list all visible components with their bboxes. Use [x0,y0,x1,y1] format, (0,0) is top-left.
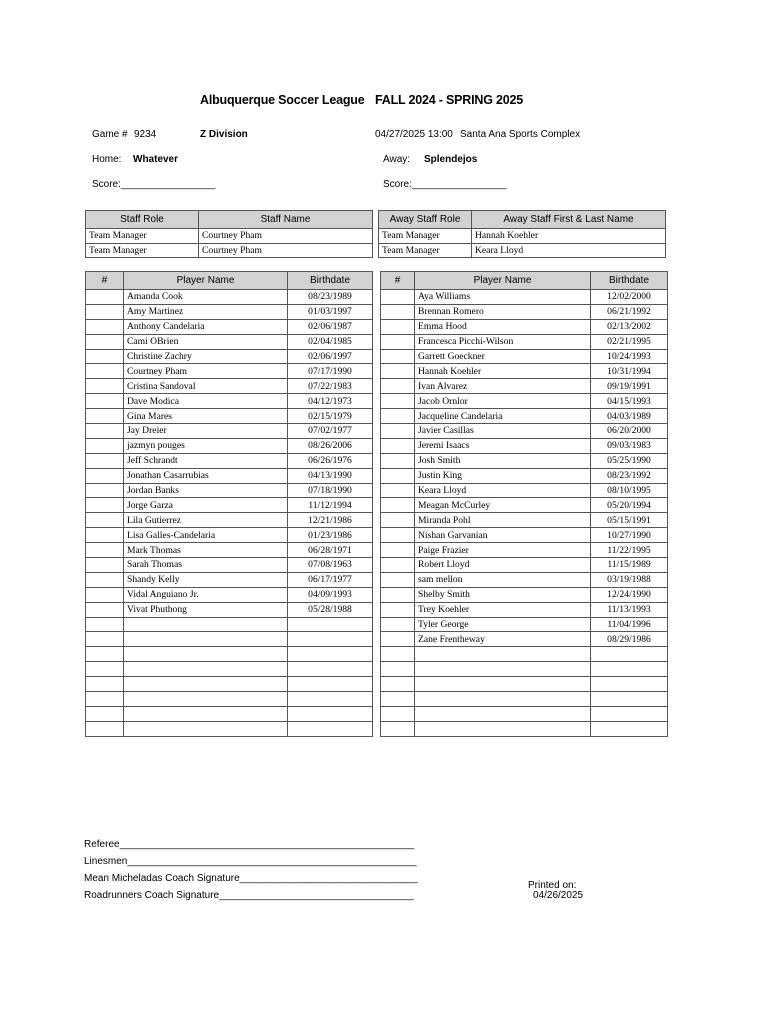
player-name-cell [124,632,288,647]
table-row [86,632,373,647]
home-roster-table [85,271,373,737]
away-staff-name-header: Away Staff First & Last Name [472,211,666,229]
birthdate-cell: 05/20/1994 [591,498,668,513]
table-row [381,558,668,573]
birthdate-cell: 06/20/2000 [591,424,668,439]
table-row [86,647,373,662]
table-row [381,364,668,379]
birthdate-cell: 04/09/1993 [288,587,373,602]
game-number-label: Game # [92,129,128,140]
table-row [381,587,668,602]
table-row [86,379,373,394]
player-name-cell [124,721,288,736]
player-name-cell: jazmyn pouges [124,438,288,453]
game-venue: Santa Ana Sports Complex [460,129,581,140]
jersey-number-cell [86,706,124,721]
away-label: Away: [383,154,411,165]
birthdate-header: Birthdate [288,272,373,290]
jersey-number-cell [86,349,124,364]
table-row [381,528,668,543]
birthdate-cell: 05/28/1988 [288,602,373,617]
birthdate-cell: 07/18/1990 [288,483,373,498]
player-name-cell: Lisa Galles-Candelaria [124,528,288,543]
staff-name-cell: Courtney Pham [199,229,373,244]
birthdate-cell: 02/15/1979 [288,409,373,424]
table-row [381,349,668,364]
table-row [86,349,373,364]
table-row [381,692,668,707]
away-number-header: # [381,272,415,290]
table-row [381,334,668,349]
birthdate-cell [591,662,668,677]
table-row [86,543,373,558]
jersey-number-cell [86,394,124,409]
player-name-cell [124,662,288,677]
birthdate-cell [288,647,373,662]
player-name-cell: Vidal Anguiano Jr. [124,587,288,602]
player-name-cell: Mark Thomas [124,543,288,558]
jersey-number-cell [381,483,415,498]
player-name-cell: Jordan Banks [124,483,288,498]
player-name-cell: Garrett Goeckner [415,349,591,364]
jersey-number-cell [86,677,124,692]
birthdate-cell: 02/21/1995 [591,334,668,349]
birthdate-cell: 06/21/1992 [591,304,668,319]
player-name-cell: Aya Williams [415,290,591,305]
jersey-number-cell [381,379,415,394]
player-name-cell: Nishan Garvanian [415,528,591,543]
birthdate-cell [591,706,668,721]
birthdate-cell: 08/10/1995 [591,483,668,498]
player-name-cell: Javier Casillas [415,424,591,439]
player-name-cell: Jeremi Isaacs [415,438,591,453]
player-name-cell: Vivat Phuthong [124,602,288,617]
birthdate-cell: 05/25/1990 [591,453,668,468]
jersey-number-cell [381,677,415,692]
player-name-cell [124,617,288,632]
table-row [381,319,668,334]
table-row [86,572,373,587]
player-name-header: Player Name [124,272,288,290]
player-name-cell: Meagan McCurley [415,498,591,513]
birthdate-cell: 10/31/1994 [591,364,668,379]
player-name-cell: Cristina Sandoval [124,379,288,394]
table-row [86,304,373,319]
league-title: Albuquerque Soccer League [200,93,365,107]
player-name-cell: Dave Modica [124,394,288,409]
away-staff-role-header: Away Staff Role [379,211,472,229]
number-header: # [86,272,124,290]
table-row [86,617,373,632]
birthdate-cell: 02/06/1987 [288,319,373,334]
player-name-cell: Amy Martinez [124,304,288,319]
jersey-number-cell [86,424,124,439]
table-row [86,409,373,424]
player-name-cell: Jorge Garza [124,498,288,513]
player-name-cell: Justin King [415,468,591,483]
birthdate-cell [288,721,373,736]
home-staff-table [85,210,373,258]
birthdate-cell [288,692,373,707]
table-row [381,468,668,483]
birthdate-cell [591,692,668,707]
player-name-cell: Jeff Schrandt [124,453,288,468]
jersey-number-cell [86,617,124,632]
jersey-number-cell [381,409,415,424]
jersey-number-cell [381,468,415,483]
player-name-cell: Anthony Candelaria [124,319,288,334]
game-number: 9234 [134,129,157,140]
staff-name-cell: Hannah Koehler [472,229,666,244]
away-birthdate-header: Birthdate [591,272,668,290]
table-row [86,662,373,677]
table-row [86,229,373,244]
birthdate-cell: 03/19/1988 [591,572,668,587]
birthdate-cell: 11/15/1989 [591,558,668,573]
player-name-cell: Josh Smith [415,453,591,468]
table-row [86,290,373,305]
player-name-cell [415,677,591,692]
player-name-cell: Courtney Pham [124,364,288,379]
jersey-number-cell [86,587,124,602]
player-name-cell: Brennan Romero [415,304,591,319]
table-row [381,498,668,513]
jersey-number-cell [381,602,415,617]
birthdate-cell: 07/08/1963 [288,558,373,573]
birthdate-cell: 11/22/1995 [591,543,668,558]
player-name-cell [415,647,591,662]
jersey-number-cell [86,453,124,468]
jersey-number-cell [86,721,124,736]
birthdate-cell: 11/04/1996 [591,617,668,632]
season-title: FALL 2024 - SPRING 2025 [375,93,524,107]
player-name-cell: Keara Lloyd [415,483,591,498]
player-name-cell: Miranda Pohl [415,513,591,528]
table-row [381,290,668,305]
player-name-cell: Shandy Kelly [124,572,288,587]
table-row [86,498,373,513]
table-row [86,453,373,468]
birthdate-cell: 11/13/1993 [591,602,668,617]
jersey-number-cell [381,394,415,409]
table-row [86,243,373,258]
jersey-number-cell [381,587,415,602]
player-name-cell: Trey Koehler [415,602,591,617]
birthdate-cell: 02/13/2002 [591,319,668,334]
jersey-number-cell [86,319,124,334]
table-row [381,647,668,662]
table-row [86,692,373,707]
jersey-number-cell [86,558,124,573]
table-row [381,453,668,468]
birthdate-cell [288,706,373,721]
home-team: Whatever [133,154,179,165]
jersey-number-cell [86,364,124,379]
home-score: Score:_________________ [92,179,216,190]
table-row [381,706,668,721]
table-row [86,334,373,349]
table-row [86,587,373,602]
jersey-number-cell [86,290,124,305]
player-name-cell: Gina Mares [124,409,288,424]
birthdate-cell: 02/04/1985 [288,334,373,349]
birthdate-cell: 04/13/1990 [288,468,373,483]
birthdate-cell: 07/22/1983 [288,379,373,394]
birthdate-cell: 06/28/1971 [288,543,373,558]
jersey-number-cell [86,602,124,617]
birthdate-cell: 04/12/1973 [288,394,373,409]
jersey-number-cell [381,453,415,468]
table-row [379,243,666,258]
table-row [86,677,373,692]
birthdate-cell: 01/23/1986 [288,528,373,543]
player-name-cell: Emma Hood [415,319,591,334]
jersey-number-cell [381,424,415,439]
table-row [86,528,373,543]
jersey-number-cell [381,558,415,573]
player-name-cell: Robert Lloyd [415,558,591,573]
birthdate-cell: 12/24/1990 [591,587,668,602]
jersey-number-cell [86,334,124,349]
jersey-number-cell [381,632,415,647]
staff-role-cell: Team Manager [379,229,472,244]
jersey-number-cell [86,647,124,662]
table-row [86,364,373,379]
jersey-number-cell [381,438,415,453]
table-row [86,438,373,453]
mean-micheladas-signature-line: Mean Micheladas Coach Signature________________________________ [84,873,418,884]
player-name-cell: Francesca Picchi-Wilson [415,334,591,349]
table-row [381,617,668,632]
referee-signature-line: Referee_____________________________________________________ [84,839,415,850]
printed-on-label: Printed on: [528,880,577,891]
player-name-cell: Lila Gutierrez [124,513,288,528]
jersey-number-cell [86,498,124,513]
jersey-number-cell [381,647,415,662]
jersey-number-cell [86,379,124,394]
jersey-number-cell [381,721,415,736]
away-roster-table [380,271,668,737]
player-name-cell: Zane Frentheway [415,632,591,647]
birthdate-cell: 04/15/1993 [591,394,668,409]
table-row [86,483,373,498]
table-row [381,438,668,453]
player-name-cell: Amanda Cook [124,290,288,305]
player-name-cell: Sarah Thomas [124,558,288,573]
jersey-number-cell [86,528,124,543]
birthdate-cell: 06/17/1977 [288,572,373,587]
jersey-number-cell [86,304,124,319]
birthdate-cell: 04/03/1989 [591,409,668,424]
division: Z Division [200,129,248,140]
player-name-cell: sam mellon [415,572,591,587]
birthdate-cell: 10/27/1990 [591,528,668,543]
away-team: Splendejos [424,154,478,165]
table-row [86,468,373,483]
printed-date: 04/26/2025 [533,890,584,901]
roadrunners-signature-line: Roadrunners Coach Signature___________________________________ [84,890,414,901]
player-name-cell [124,706,288,721]
jersey-number-cell [86,468,124,483]
jersey-number-cell [381,319,415,334]
birthdate-cell: 12/21/1986 [288,513,373,528]
jersey-number-cell [381,572,415,587]
jersey-number-cell [381,364,415,379]
birthdate-cell: 06/26/1976 [288,453,373,468]
jersey-number-cell [381,662,415,677]
staff-name-cell: Courtney Pham [199,243,373,258]
player-name-cell [415,706,591,721]
jersey-number-cell [86,438,124,453]
staff-role-cell: Team Manager [86,243,199,258]
staff-role-cell: Team Manager [379,243,472,258]
table-row [381,632,668,647]
table-row [381,513,668,528]
staff-name-header: Staff Name [199,211,373,229]
jersey-number-cell [381,543,415,558]
birthdate-cell [288,662,373,677]
birthdate-cell: 08/29/1986 [591,632,668,647]
birthdate-cell: 07/02/1977 [288,424,373,439]
player-name-cell: Jacqueline Candelaria [415,409,591,424]
table-row [86,513,373,528]
staff-role-cell: Team Manager [86,229,199,244]
table-row [381,483,668,498]
player-name-cell [124,677,288,692]
player-name-cell: Jonathan Casarrubias [124,468,288,483]
birthdate-cell: 08/23/1989 [288,290,373,305]
jersey-number-cell [381,304,415,319]
player-name-cell: Cami OBrien [124,334,288,349]
jersey-number-cell [381,290,415,305]
table-row [86,424,373,439]
table-row [381,721,668,736]
linesmen-signature-line: Linesmen____________________________________________________ [84,856,417,867]
jersey-number-cell [381,692,415,707]
birthdate-cell: 08/26/2006 [288,438,373,453]
player-name-cell: Ivan Alvarez [415,379,591,394]
birthdate-cell: 07/17/1990 [288,364,373,379]
player-name-cell: Christine Zachry [124,349,288,364]
birthdate-cell [288,677,373,692]
player-name-cell [124,647,288,662]
player-name-cell [415,692,591,707]
birthdate-cell [591,677,668,692]
jersey-number-cell [381,528,415,543]
table-row [86,706,373,721]
birthdate-cell: 05/15/1991 [591,513,668,528]
table-row [86,394,373,409]
game-datetime: 04/27/2025 13:00 [375,129,453,140]
table-row [86,319,373,334]
birthdate-cell [288,617,373,632]
table-row [381,304,668,319]
jersey-number-cell [381,334,415,349]
jersey-number-cell [86,662,124,677]
birthdate-cell: 11/12/1994 [288,498,373,513]
table-row [381,379,668,394]
jersey-number-cell [381,349,415,364]
table-row [381,602,668,617]
jersey-number-cell [381,706,415,721]
away-player-name-header: Player Name [415,272,591,290]
table-row [86,602,373,617]
jersey-number-cell [86,409,124,424]
birthdate-cell: 10/24/1993 [591,349,668,364]
jersey-number-cell [86,572,124,587]
table-row [381,409,668,424]
away-score: Score:_________________ [383,179,507,190]
table-row [381,394,668,409]
jersey-number-cell [86,483,124,498]
player-name-cell: Shelby Smith [415,587,591,602]
jersey-number-cell [86,692,124,707]
jersey-number-cell [381,498,415,513]
table-row [381,543,668,558]
table-row [379,229,666,244]
player-name-cell [415,662,591,677]
player-name-cell: Jacob Ornlor [415,394,591,409]
jersey-number-cell [86,543,124,558]
birthdate-cell: 09/19/1991 [591,379,668,394]
birthdate-cell: 01/03/1997 [288,304,373,319]
birthdate-cell [591,647,668,662]
player-name-cell: Hannah Koehler [415,364,591,379]
home-label: Home: [92,154,122,165]
jersey-number-cell [381,513,415,528]
table-row [381,677,668,692]
jersey-number-cell [86,632,124,647]
staff-name-cell: Keara Lloyd [472,243,666,258]
jersey-number-cell [381,617,415,632]
player-name-cell [415,721,591,736]
table-row [86,558,373,573]
birthdate-cell: 08/23/1992 [591,468,668,483]
birthdate-cell: 12/02/2000 [591,290,668,305]
birthdate-cell [288,632,373,647]
jersey-number-cell [86,513,124,528]
away-staff-table [378,210,666,258]
staff-role-header: Staff Role [86,211,199,229]
table-row [381,572,668,587]
player-name-cell: Jay Dreier [124,424,288,439]
birthdate-cell [591,721,668,736]
player-name-cell: Tyler George [415,617,591,632]
table-row [381,662,668,677]
player-name-cell: Paige Frazier [415,543,591,558]
table-row [381,424,668,439]
player-name-cell [124,692,288,707]
birthdate-cell: 09/03/1983 [591,438,668,453]
table-row [86,721,373,736]
birthdate-cell: 02/06/1997 [288,349,373,364]
